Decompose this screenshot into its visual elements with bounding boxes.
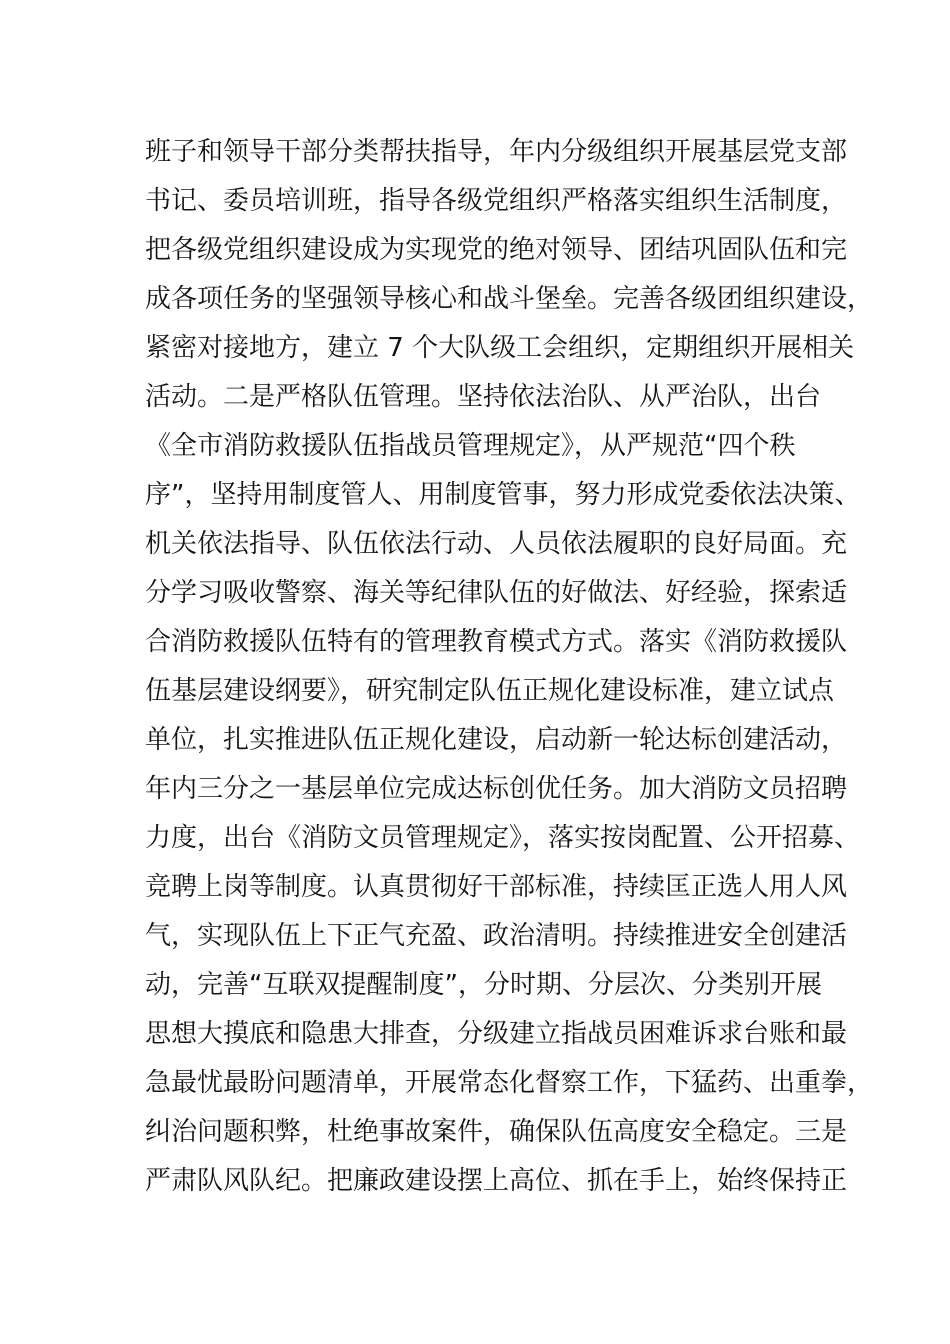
text-line: 紧密对接地方，建立 7 个大队级工会组织，定期组织开展相关 [145, 333, 855, 363]
text-line: 《全市消防救援队伍指战员管理规定》，从严规范“四个秩 [145, 431, 796, 461]
text-line: 机关依法指导、队伍依法行动、人员依法履职的良好局面。充 [145, 529, 848, 559]
text-line: 成各项任务的坚强领导核心和战斗堡垒。完善各级团组织建设， [145, 284, 874, 314]
text-line: 单位，扎实推进队伍正规化建设，启动新一轮达标创建活动， [145, 725, 848, 755]
text-line: 班子和领导干部分类帮扶指导，年内分级组织开展基层党支部 [145, 137, 848, 167]
text-line: 把各级党组织建设成为实现党的绝对领导、团结巩固队伍和完 [145, 235, 848, 265]
body-text [145, 128, 874, 1206]
text-line: 思想大摸底和隐患大排查，分级建立指战员困难诉求台账和最 [145, 1019, 848, 1049]
text-line: 严肃队风队纪。把廉政建设摆上高位、抓在手上，始终保持正 [145, 1166, 848, 1196]
text-line: 年内三分之一基层单位完成达标创优任务。加大消防文员招聘 [145, 774, 848, 804]
text-line: 动，完善“互联双提醒制度”，分时期、分层次、分类别开展 [145, 970, 822, 1000]
text-line: 活动。二是严格队伍管理。坚持依法治队、从严治队，出台 [145, 382, 822, 412]
text-line: 序”，坚持用制度管人、用制度管事，努力形成党委依法决策、 [145, 480, 861, 510]
text-line: 书记、委员培训班，指导各级党组织严格落实组织生活制度， [145, 186, 848, 216]
text-line: 伍基层建设纲要》，研究制定队伍正规化建设标准，建立试点 [145, 676, 835, 706]
text-line: 合消防救援队伍特有的管理教育模式方式。落实《消防救援队 [145, 627, 848, 657]
text-line: 气，实现队伍上下正气充盈、政治清明。持续推进安全创建活 [145, 921, 848, 951]
text-line: 纠治问题积弊，杜绝事故案件，确保队伍高度安全稳定。三是 [145, 1117, 848, 1147]
text-line: 力度，出台《消防文员管理规定》，落实按岗配置、公开招募、 [145, 823, 861, 853]
text-line: 急最忧最盼问题清单，开展常态化督察工作，下猛药、出重拳， [145, 1068, 874, 1098]
text-line: 竞聘上岗等制度。认真贯彻好干部标准，持续匡正选人用人风 [145, 872, 848, 902]
text-line: 分学习吸收警察、海关等纪律队伍的好做法、好经验，探索适 [145, 578, 848, 608]
